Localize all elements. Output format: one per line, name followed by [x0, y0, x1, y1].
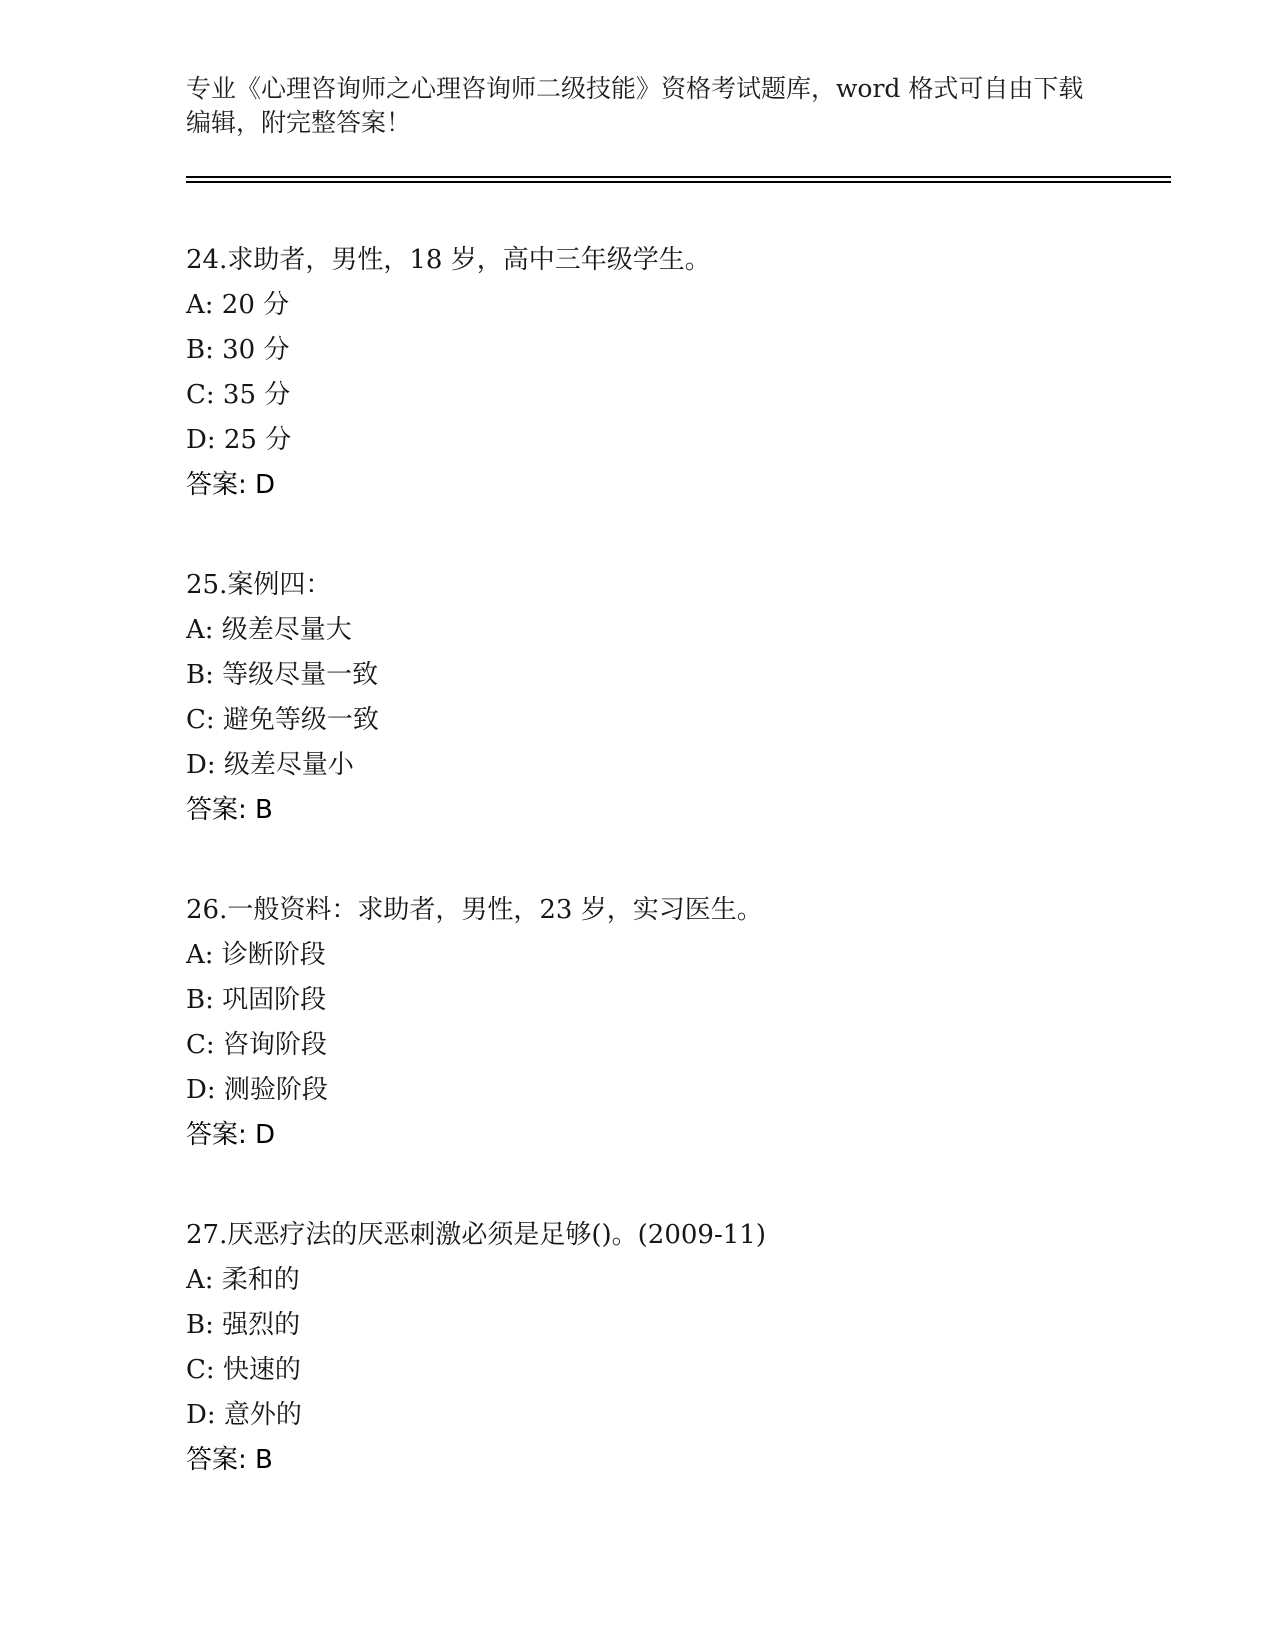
option-b: B: 巩固阶段: [186, 985, 327, 1015]
option-d: D: 级差尽量小: [186, 750, 354, 780]
question-24: [186, 235, 1176, 505]
option-c: C: 咨询阶段: [186, 1030, 327, 1060]
option-a: A: 柔和的: [186, 1265, 300, 1295]
question-title: 25.案例四：: [186, 570, 332, 600]
option-d: D: 测验阶段: [186, 1075, 328, 1105]
option-b: B: 强烈的: [186, 1310, 301, 1340]
question-26: [186, 885, 1176, 1155]
option-c: C: 避免等级一致: [186, 705, 379, 735]
option-c: C: 35 分: [186, 380, 291, 410]
header-line-1: 专业《心理咨询师之心理咨询师二级技能》资格考试题库，word 格式可自由下载: [186, 74, 1084, 103]
option-a: A: 级差尽量大: [186, 615, 352, 645]
header-line-2: 编辑，附完整答案！: [186, 108, 412, 137]
question-title: 27.厌恶疗法的厌恶刺激必须是足够()。(2009-11): [186, 1220, 766, 1250]
option-a: A: 诊断阶段: [186, 940, 326, 970]
question-title: 24.求助者，男性，18 岁，高中三年级学生。: [186, 245, 711, 275]
option-d: D: 意外的: [186, 1400, 302, 1430]
option-c: C: 快速的: [186, 1355, 301, 1385]
option-b: B: 30 分: [186, 335, 290, 365]
option-d: D: 25 分: [186, 425, 292, 455]
question-list: [186, 235, 1176, 1535]
header-double-rule: [186, 176, 1171, 183]
answer-line: 答案: D: [186, 1120, 276, 1150]
option-b: B: 等级尽量一致: [186, 660, 379, 690]
question-27: [186, 1210, 1176, 1480]
question-25: [186, 560, 1176, 830]
page-header: [186, 72, 1176, 140]
question-title: 26.一般资料：求助者，男性，23 岁，实习医生。: [186, 895, 763, 925]
option-a: A: 20 分: [186, 290, 290, 320]
answer-line: 答案: D: [186, 470, 276, 500]
answer-line: 答案: B: [186, 795, 273, 825]
answer-line: 答案: B: [186, 1445, 273, 1475]
